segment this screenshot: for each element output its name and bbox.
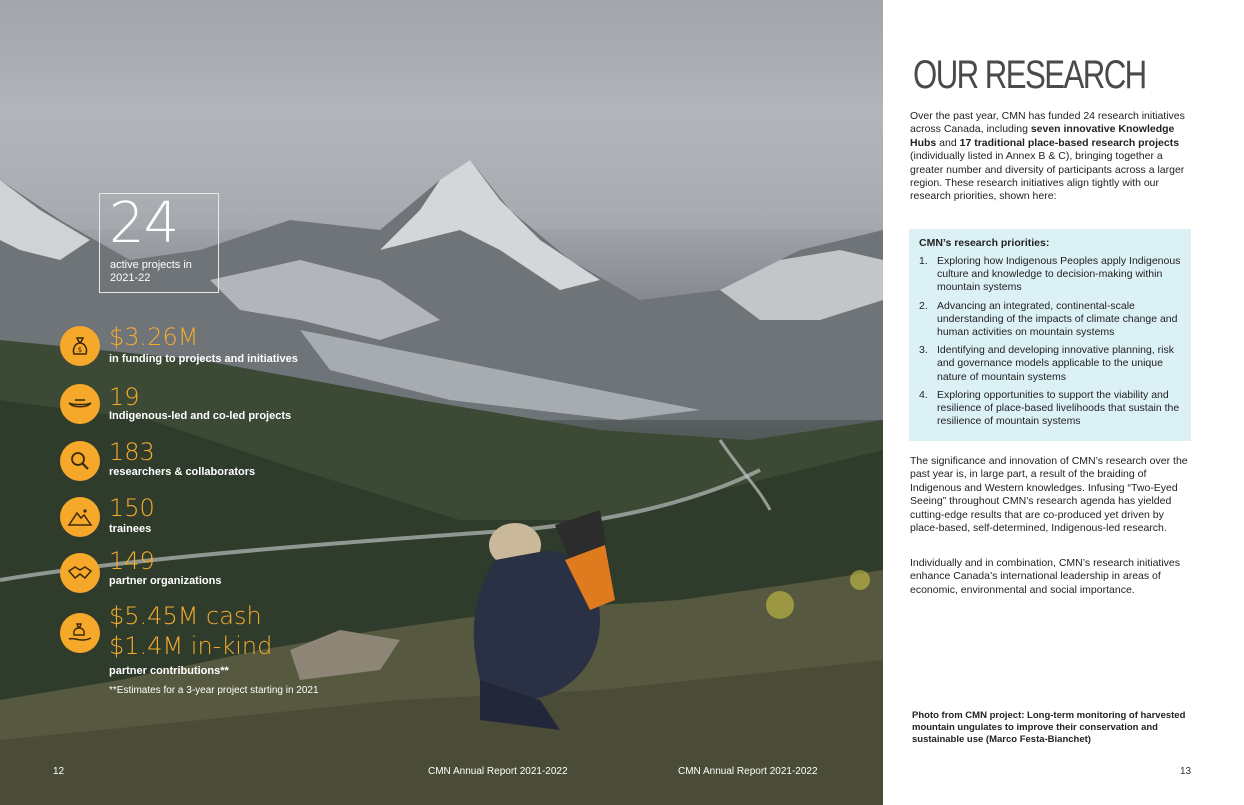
priority-text: Advancing an integrated, continental-scale understanding of the impacts of climate change and human activities on mountain systems	[937, 299, 1178, 339]
magnifier-icon	[60, 441, 100, 481]
page-number-right: 13	[1180, 766, 1192, 777]
intro-text-3: (individually listed in Annex B & C), bringing together a greater number and diversity of participants across a larger region. These research initiatives align tightly with our research priorities, shown here:	[910, 150, 1185, 203]
priority-item	[919, 255, 1181, 295]
leadership-paragraph: Individually and in combination, CMN’s research initiatives enhance Canada’s international leadership in areas of economic, environmental and social importance.	[910, 557, 1181, 596]
footer-left: CMN Annual Report 2021-2022	[428, 766, 568, 777]
stat-label-researchers: researchers & collaborators	[109, 466, 256, 478]
intro-bold-2: 17 traditional place-based research projects	[959, 136, 1180, 149]
priority-text: Identifying and developing innovative planning, risk and governance models applicable to the unique nature of mountain systems	[937, 344, 1174, 383]
photo-caption: Photo from CMN project: Long-term monitoring of harvested mountain ungulates to improve their conservation and sustainable use (Marco Festa-Bianchet)	[912, 710, 1186, 745]
money-bag-icon	[60, 326, 100, 366]
priority-text: Exploring opportunities to support the viability and resilience of place-based livelihoods that sustain the resilience of mountain systems	[937, 388, 1180, 428]
svg-text:$: $	[77, 346, 83, 354]
stat-label-funding: in funding to projects and initiatives	[109, 353, 298, 365]
stat-label-indigenous: Indigenous-led and co-led projects	[109, 410, 292, 422]
priorities-title: CMN’s research priorities:	[919, 237, 1050, 249]
priority-text: Exploring how Indigenous Peoples apply Indigenous culture and knowledge to decision-making within mountain systems	[937, 255, 1181, 294]
handshake-icon	[60, 553, 100, 593]
stat-label-trainees: trainees	[109, 523, 152, 535]
canoe-icon	[60, 384, 100, 424]
footer-right: CMN Annual Report 2021-2022	[678, 766, 818, 777]
stat-value-funding: $3.26M	[109, 323, 199, 351]
contributions-note: **Estimates for a 3-year project starting in 2021	[109, 685, 319, 696]
intro-text-1: Over the past year, CMN has funded 24 research initiatives across Canada, including	[910, 110, 1185, 136]
priorities-list	[919, 255, 1181, 428]
stat-value-indigenous: 19	[109, 383, 140, 411]
intro-bold-1: seven innovative Knowledge Hubs	[910, 123, 1175, 149]
priority-number: 4.	[919, 388, 928, 401]
contributions-label: partner contributions**	[109, 665, 229, 677]
stat-value-trainees: 150	[109, 494, 155, 522]
research-priorities-box	[909, 229, 1191, 441]
significance-paragraph: The significance and innovation of CMN’s research over the past year is, in large part, a result of the braiding of Indigenous and Western knowledges. Infusing “Two-Eyed Seeing” throughout CMN’s research agenda has yielded cutting-edge results that are co-produced yet driven by place-based, self-determined, Indigenous-led research.	[910, 455, 1188, 535]
mountain-icon	[60, 497, 100, 537]
page-number-left: 12	[53, 766, 65, 777]
projects-count: 24	[109, 191, 179, 256]
priority-item	[919, 300, 1181, 340]
intro-paragraph	[910, 110, 1190, 204]
intro-text-2: and	[936, 136, 960, 149]
priority-item	[919, 389, 1181, 429]
priority-item	[919, 344, 1181, 384]
hand-money-icon	[60, 613, 100, 653]
stat-value-researchers: 183	[109, 438, 155, 466]
page-title: OUR RESEARCH	[913, 53, 1146, 97]
contributions-inkind: $1.4M in-kind	[109, 632, 273, 660]
projects-label: active projects in 2021-22	[110, 259, 192, 284]
priority-number: 2.	[919, 299, 928, 312]
priority-number: 1.	[919, 255, 928, 267]
stat-value-partners: 149	[109, 547, 155, 575]
contributions-cash: $5.45M cash	[109, 602, 262, 630]
stat-label-partners: partner organizations	[109, 575, 222, 587]
priority-number: 3.	[919, 344, 928, 357]
